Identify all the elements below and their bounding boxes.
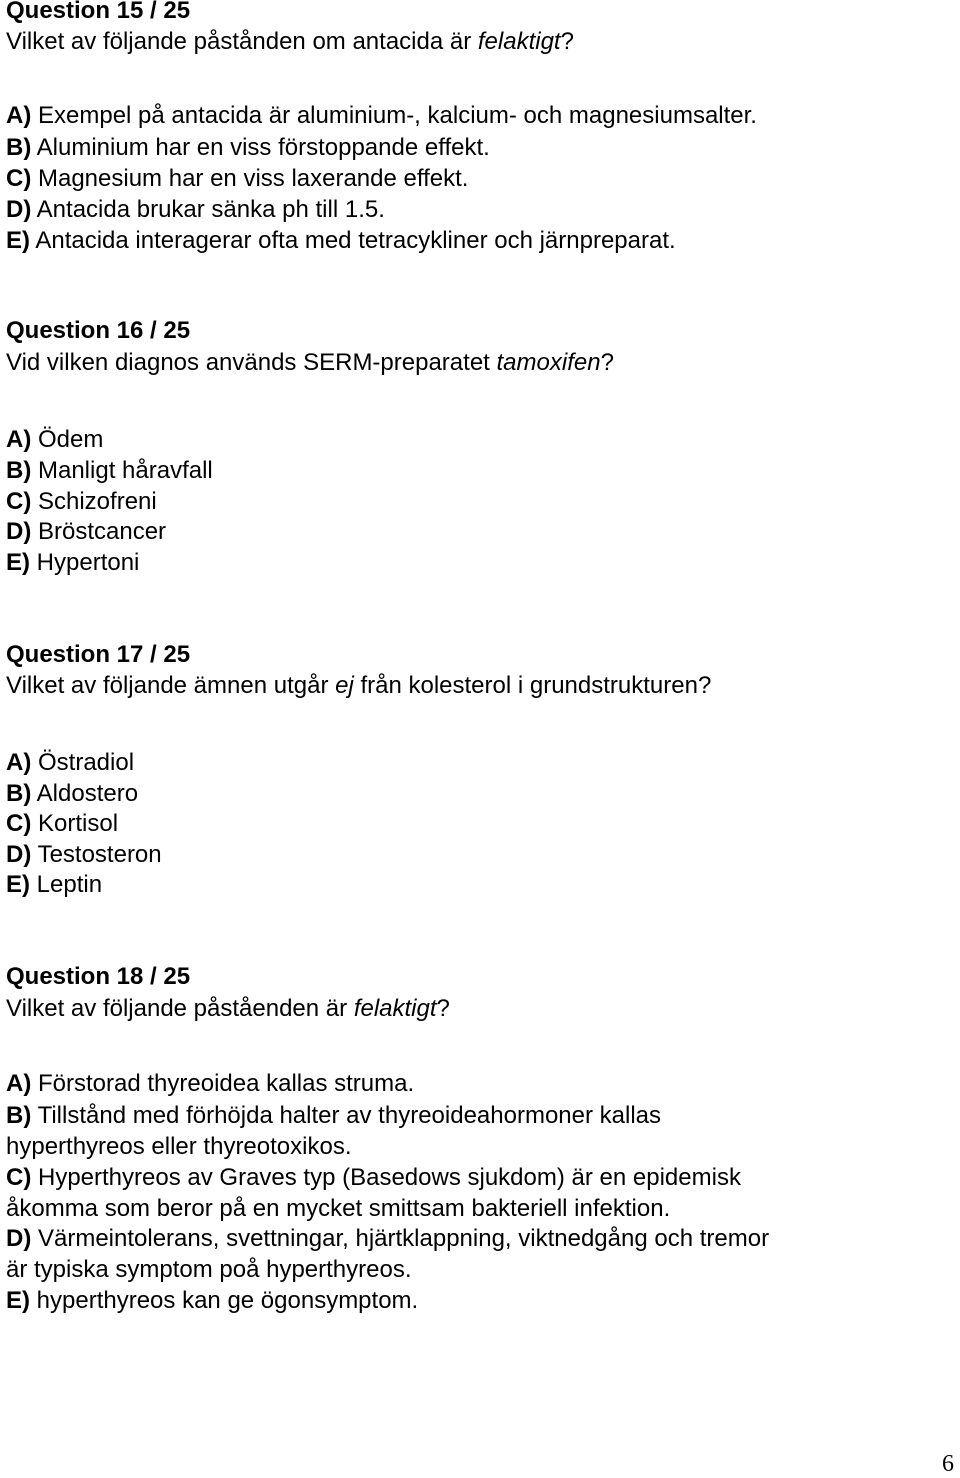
question-15-option-b: B) Aluminium har en viss förstoppande effekt. bbox=[6, 134, 490, 161]
question-16-prompt: Vid vilken diagnos används SERM-preparatet tamoxifen? bbox=[6, 349, 614, 376]
question-15-prompt: Vilket av följande påstånden om antacida är felaktigt? bbox=[6, 28, 574, 55]
question-17-prompt: Vilket av följande ämnen utgår ej från kolesterol i grundstrukturen? bbox=[6, 672, 712, 699]
question-18-option-e: E) hyperthyreos kan ge ögonsymptom. bbox=[6, 1287, 419, 1314]
question-18-option-d: D) Värmeintolerans, svettningar, hjärtklappning, viktnedgång och tremor bbox=[6, 1225, 770, 1252]
question-16-option-d: D) Bröstcancer bbox=[6, 518, 167, 545]
question-16-option-e: E) Hypertoni bbox=[6, 549, 140, 576]
question-15-option-d: D) Antacida brukar sänka ph till 1.5. bbox=[6, 196, 385, 223]
question-17-option-c: C) Kortisol bbox=[6, 810, 119, 837]
question-16-option-a: A) Ödem bbox=[6, 426, 104, 453]
question-17-title: Question 17 / 25 bbox=[6, 641, 191, 668]
question-15-option-c: C) Magnesium har en viss laxerande effekt. bbox=[6, 165, 469, 192]
question-15-option-a: A) Exempel på antacida är aluminium-, kalcium- och magnesiumsalter. bbox=[6, 102, 757, 129]
question-17-option-b: B) Aldostero bbox=[6, 780, 139, 807]
question-16-option-b: B) Manligt håravfall bbox=[6, 457, 213, 484]
question-18-option-c: C) Hyperthyreos av Graves typ (Basedows sjukdom) är en epidemisk bbox=[6, 1164, 741, 1191]
question-18-prompt: Vilket av följande påståenden är felaktigt? bbox=[6, 995, 450, 1022]
question-18-title: Question 18 / 25 bbox=[6, 963, 191, 990]
question-16-option-c: C) Schizofreni bbox=[6, 488, 157, 515]
question-18-option-a: A) Förstorad thyreoidea kallas struma. bbox=[6, 1070, 415, 1097]
question-16-title: Question 16 / 25 bbox=[6, 317, 191, 344]
question-17-option-e: E) Leptin bbox=[6, 871, 103, 898]
question-17-option-d: D) Testosteron bbox=[6, 841, 162, 868]
question-18-option-d-continued: är typiska symptom poå hyperthyreos. bbox=[6, 1256, 412, 1283]
question-18-option-b: B) Tillstånd med förhöjda halter av thyreoideahormoner kallas bbox=[6, 1102, 661, 1129]
question-15-option-e: E) Antacida interagerar ofta med tetracykliner och järnpreparat. bbox=[6, 227, 676, 254]
question-17-option-a: A) Östradiol bbox=[6, 749, 135, 776]
question-15-title: Question 15 / 25 bbox=[6, 0, 191, 24]
question-18-option-b-continued: hyperthyreos eller thyreotoxikos. bbox=[6, 1133, 352, 1160]
page-number: 6 bbox=[942, 1451, 954, 1477]
question-18-option-c-continued: åkomma som beror på en mycket smittsam bakteriell infektion. bbox=[6, 1195, 671, 1222]
